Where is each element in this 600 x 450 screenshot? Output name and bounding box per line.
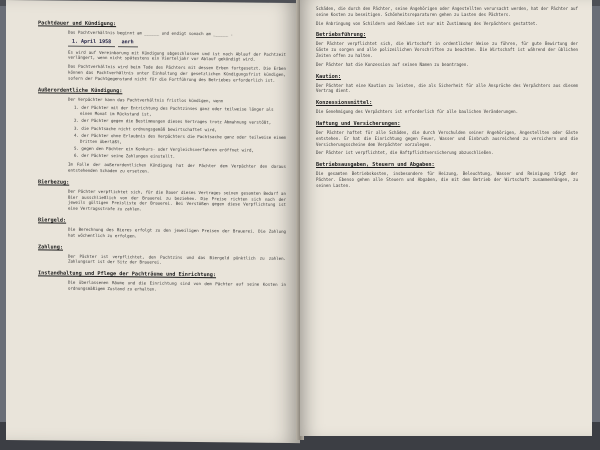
contract-section [316,6,578,26]
contract-section [316,100,578,115]
list-item: 4. der Pächter ohne Erlaubnis des Verpächters die Pachtsache ganz oder teilweise einem Dritten überläßt, [74,132,286,145]
contract-section [316,121,578,156]
section-heading: Betriebsausgaben, Steuern und Abgaben: [316,162,435,169]
typed-fields-line [68,38,286,48]
section-paragraph: Die überlassenen Räume und die Einrichtung sind von dem Pächter auf seine Kosten in ordnungsmäßigem Zustand zu erhalten. [68,279,286,292]
section-paragraph: Der Pächter ist verpflichtet, die Haftpflichtversicherung abzuschließen. [316,150,494,156]
right-page [300,0,592,436]
contract-section [38,217,286,240]
list-item: 6. der Pächter seine Zahlungen einstellt. [74,153,176,160]
section-heading: Zahlung: [38,243,63,251]
contract-section [316,32,578,67]
section-heading: Biergeld: [38,217,67,224]
contract-section [38,244,286,267]
section-heading: Kaution: [316,73,341,80]
section-paragraph: Im Falle der außerordentlichen Kündigung hat der Pächter dem Verpächter den daraus entstehenden Schaden zu ersetzen. [68,161,286,174]
section-paragraph: Der Pächter ist verpflichtet, den Pachtzins und das Biergeld pünktlich zu zahlen. Zahlungsort ist der Sitz der Brauerei. [68,253,286,266]
section-paragraph: Das Pachtverhältnis beginnt am ______ und endigt sonach am ______ . [68,29,234,37]
section-paragraph: Das Pachtverhältnis wird beim Tode des Pächters mit dessen Erben fortgesetzt. Die Erben können das Pachtverhältnis unter Einhaltung der gesetzlichen Kündigungsfrist kündigen, sofern der Pachtgegenstand nicht für die Fortführung des Betriebes erforderlich ist. [68,63,286,83]
section-heading: Bierbezug: [38,179,70,186]
section-paragraph: Der Verpächter kann das Pachtverhältnis fristlos kündigen, wenn [68,96,224,103]
section-paragraph: Der Pächter verpflichtet sich, für die Dauer dieses Vertrages seinen gesamten Bedarf an Bier ausschließlich von der Brauerei zu beziehen. Die Preise richten sich nach der jeweils gültigen Preisliste der Brauerei. Bei Verstößen gegen diese Verpflichtung ist eine Vertragsstrafe zu zahlen. [68,188,286,212]
list-item: 1. der Pächter mit der Entrichtung des Pachtzinses ganz oder teilweise länger als einen Monat im Rückstand ist, [74,105,274,117]
section-paragraph: Der Pächter hat eine Kaution zu leisten, die als Sicherheit für alle Ansprüche des Verpächters aus diesem Vertrag dient. [316,82,578,94]
contract-section [316,162,578,188]
left-page [6,0,300,443]
list-item: 3. die Pachtsache nicht ordnungsgemäß bewirtschaftet wird, [74,125,217,132]
section-heading: Konzessionsmittel: [316,100,373,107]
section-paragraph: Schäden, die durch den Pächter, seine Angehörigen oder Angestellten verursacht werden, hat der Pächter auf seine Kosten zu beseitigen. Schönheitsreparaturen gehen zu Lasten des Pächters. [316,6,578,17]
list-item: 2. der Pächter gegen die Bestimmungen dieses Vertrages trotz Abmahnung verstößt, [74,118,272,126]
section-heading: Instandhaltung und Pflege der Pachträume und Einrichtung: [38,270,217,279]
section-heading: Betriebsführung: [316,32,366,39]
section-heading: Außerordentliche Kündigung: [38,86,123,94]
typed-word: anrh [118,40,138,47]
section-paragraph: Die Genehmigung des Verpächters ist erforderlich für alle baulichen Veränderungen. [316,109,519,115]
contract-section [38,20,286,83]
section-paragraph: Es wird auf Vereinbarung mit Kündigung abgeschlossen und ist nach Ablauf der Pachtzeit verlängert, wenn nicht spätestens ein Vierteljahr vor Ablauf gekündigt wird. [68,49,286,63]
right-column [316,6,578,195]
contract-section [38,87,286,176]
section-paragraph: Der Pächter haftet für alle Schäden, die durch Verschulden seiner Angehörigen, Angestellten oder Gäste entstehen. Er hat die Einrichtung gegen Feuer, Wasser und Einbruch ausreichend zu versichern und die Versicherungsscheine dem Verpächter vorzulegen. [316,129,578,147]
contract-section [38,271,286,294]
section-paragraph: Der Pächter hat die Konzession auf seinen Namen zu beantragen. [316,61,469,67]
section-heading: Pachtdauer und Kündigung: [38,20,117,28]
section-paragraph: Die Berechnung des Bieres erfolgt zu den jeweiligen Preisen der Brauerei. Die Zahlung hat wöchentlich zu erfolgen. [68,226,286,239]
typed-start-date: 1. April 1958 [68,39,115,46]
section-heading: Haftung und Versicherungen: [316,120,401,127]
section-paragraph: Die Anbringung von Schildern und Reklame ist nur mit Zustimmung des Verpächters gestattet. [316,20,538,26]
list-item: 5. gegen den Pächter ein Konkurs- oder Vergleichsverfahren eröffnet wird, [74,145,254,153]
condition-list [74,105,286,161]
contract-section [38,179,286,214]
left-column [38,20,286,299]
section-paragraph: Die gesamten Betriebskosten, insbesondere für Heizung, Beleuchtung, Wasser und Reinigung trägt der Pächter. Ebenso gehen alle Steuern und Abgaben, die mit dem Betrieb der Wirtschaft zusammenhängen, zu seinen Lasten. [316,171,578,188]
contract-section [316,74,578,95]
section-paragraph: Der Pächter verpflichtet sich, die Wirtschaft in ordentlicher Weise zu führen, für gute Bewirtung der Gäste zu sorgen und alle polizeilichen Vorschriften zu beachten. Die Wirtschaft ist während der üblichen Zeiten offen zu halten. [316,41,578,58]
